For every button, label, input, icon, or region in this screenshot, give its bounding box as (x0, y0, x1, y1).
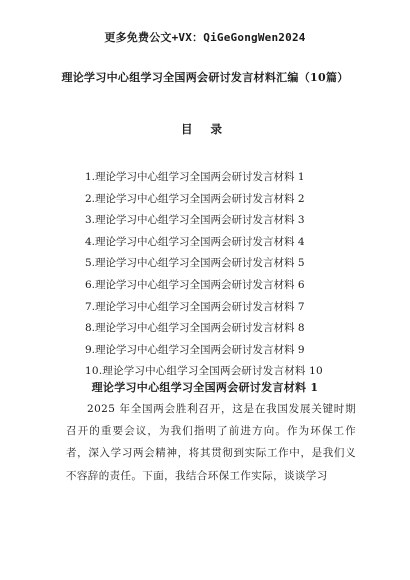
toc-item-10[interactable]: 10.理论学习中心组学习全国两会研讨发言材料 10 (85, 365, 323, 378)
toc-item-2[interactable]: 2.理论学习中心组学习全国两会研讨发言材料 2 (85, 192, 305, 205)
page-header: 更多免费公文+VX：QiGeGongWen2024 (104, 31, 306, 44)
toc-item-7[interactable]: 7.理论学习中心组学习全国两会研讨发言材料 7 (85, 300, 305, 313)
toc-item-9[interactable]: 9.理论学习中心组学习全国两会研讨发言材料 9 (85, 343, 305, 356)
body-paragraph: 2025 年全国两会胜利召开，这是在我国发展关键时期召开的重要会议，为我们指明了前进方向。作为环保工作者，深入学习两会精神，将其贯彻到实际工作中，是我们义不容辞的责任。下面，我结合环保工作实际，谈谈学习 (66, 403, 356, 482)
toc-item-1[interactable]: 1.理论学习中心组学习全国两会研讨发言材料 1 (85, 171, 305, 183)
section-body (66, 398, 356, 487)
toc-item-8[interactable]: 8.理论学习中心组学习全国两会研讨发言材料 8 (85, 322, 305, 335)
toc-heading: 目 录 (180, 122, 229, 136)
toc-item-6[interactable]: 6.理论学习中心组学习全国两会研讨发言材料 6 (85, 278, 305, 291)
toc-item-4[interactable]: 4.理论学习中心组学习全国两会研讨发言材料 4 (85, 235, 305, 248)
section-title: 理论学习中心组学习全国两会研讨发言材料 1 (91, 381, 319, 394)
table-of-contents (85, 167, 355, 383)
toc-item-5[interactable]: 5.理论学习中心组学习全国两会研讨发言材料 5 (85, 257, 305, 270)
toc-item-3[interactable]: 3.理论学习中心组学习全国两会研讨发言材料 3 (85, 214, 305, 227)
document-title: 理论学习中心组学习全国两会研讨发言材料汇编（10篇） (61, 71, 349, 84)
